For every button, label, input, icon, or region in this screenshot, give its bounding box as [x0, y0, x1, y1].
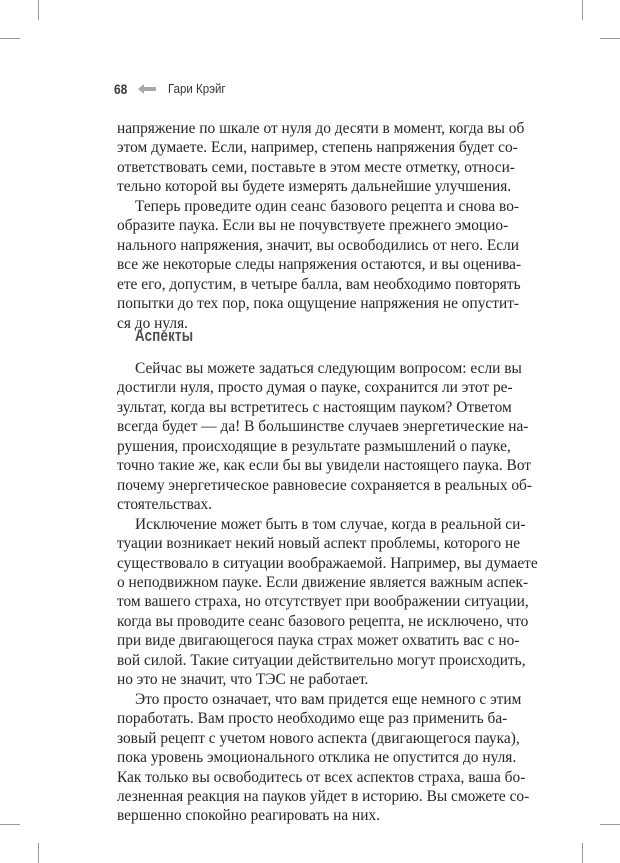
text-line: напряжение по шкале от нуля до десяти в момент, когда вы об: [117, 120, 525, 137]
text-line: существовало в ситуации воображаемой. Например, вы думаете: [117, 554, 538, 572]
crop-mark-top-right-horizontal: [600, 38, 620, 39]
text-line: когда вы проводите сеанс базового рецепта, не исключено, что: [117, 612, 529, 630]
text-line: рушения, происходящие в результате размышлений о пауке,: [117, 437, 511, 455]
text-line: вой силой. Такие ситуации действительно могут происходить,: [117, 651, 526, 669]
paragraph: [117, 197, 522, 333]
text-line: Как только вы освободитесь от всех аспектов страха, ваша бо-: [117, 768, 526, 786]
text-line: Исключение может быть в том случае, когда в реальной си-: [135, 515, 526, 533]
paragraph: [117, 119, 525, 197]
text-line: тельно которой вы будете измерять дальнейшие улучшения.: [117, 178, 512, 196]
paragraph: [117, 515, 538, 690]
text-line: всегда будет — да! В большинстве случаев энергетические на-: [117, 418, 529, 436]
text-line: стоятельствах.: [117, 496, 213, 514]
text-line: но это не значит, что ТЭС не работает.: [117, 671, 369, 689]
page-number: 68: [114, 81, 128, 97]
crop-mark-bottom-right-horizontal: [600, 824, 620, 825]
crop-mark-bottom-right-vertical: [582, 843, 583, 863]
running-head: [114, 80, 231, 98]
paragraph: [117, 690, 530, 826]
text-line: зультат, когда вы встретитесь с настоящим пауком? Ответом: [117, 398, 512, 416]
paragraph: [117, 359, 533, 515]
text-line: поработать. Вам просто необходимо еще раз применить ба-: [117, 710, 508, 728]
text-line: том вашего страха, но отсутствует при воображении ситуации,: [117, 593, 529, 611]
text-line: Теперь проведите один сеанс базового рецепта и снова во-: [135, 197, 520, 215]
text-line: зовый рецепт с учетом нового аспекта (двигающегося паука),: [117, 729, 520, 747]
section-heading: Аспекты: [135, 326, 194, 345]
text-line: этом думаете. Если, например, степень напряжения будет со-: [117, 139, 518, 157]
text-line: Это просто означает, что вам придется еще немного с этим: [135, 690, 522, 708]
text-line: все же некоторые следы напряжения остаются, и вы оценива-: [117, 256, 522, 274]
text-line: точно такие же, как если бы вы увидели настоящего паука. Вот: [117, 457, 532, 475]
text-line: о неподвижном пауке. Если движение является важным аспек-: [117, 573, 529, 591]
text-line: ся до нуля.: [117, 314, 188, 332]
text-line: пока уровень эмоционального отклика не опустится до нуля.: [117, 749, 517, 767]
text-line: достигли нуля, просто думая о пауке, сохранится ли этот ре-: [117, 379, 513, 397]
text-line: туации возникает некий новый аспект проблемы, которого не: [117, 535, 521, 553]
crop-mark-bottom-left-vertical: [38, 843, 39, 863]
crop-mark-top-right-vertical: [582, 0, 583, 20]
text-line: Сейчас вы можете задаться следующим вопросом: если вы: [135, 360, 522, 377]
text-line: попытки до тех пор, пока ощущение напряжения не опустит-: [117, 295, 520, 313]
crop-mark-top-left-horizontal: [0, 38, 20, 39]
text-line: образите паука. Если вы не почувствуете прежнего эмоцио-: [117, 217, 509, 235]
text-line: ете его, допустим, в четыре балла, вам необходимо повторять: [117, 275, 521, 293]
crop-mark-top-left-vertical: [38, 0, 39, 20]
running-head-author: Гари Крэйг: [168, 82, 226, 96]
text-line: нального напряжения, значит, вы освободились от него. Если: [117, 236, 520, 254]
text-line: вершенно спокойно реагировать на них.: [117, 807, 381, 825]
crop-mark-bottom-left-horizontal: [0, 824, 20, 825]
body-text-top: [117, 119, 525, 333]
text-line: ответствовать семи, поставьте в этом месте отметку, относи-: [117, 158, 515, 176]
left-arrow-icon: [138, 84, 156, 94]
text-line: при виде двигающегося паука страх может охватить вас с но-: [117, 632, 520, 650]
text-line: почему энергетическое равновесие сохраняется в реальных об-: [117, 476, 533, 494]
text-line: лезненная реакция на пауков уйдет в историю. Вы сможете со-: [117, 787, 530, 805]
body-text-section: [117, 359, 538, 826]
